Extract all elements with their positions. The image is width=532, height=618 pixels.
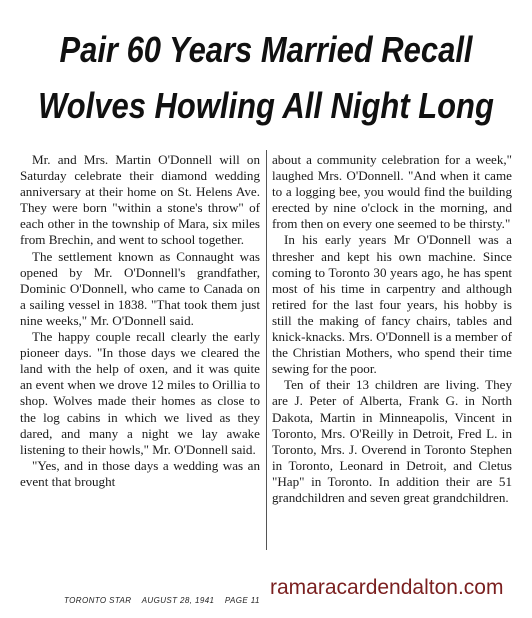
article-paragraph: Mr. and Mrs. Martin O'Donnell will on Saturday celebrate their diamond wedding anniversary at their home on St. Helens Ave. They were born "within a stone's throw" of each other in the township of Mara, six miles from Brechin, and went to school together.: [20, 152, 260, 248]
source-name: TORONTO STAR: [64, 596, 132, 605]
source-credit: [64, 596, 260, 605]
source-page: PAGE 11: [224, 596, 260, 605]
article-column-right: [272, 152, 512, 506]
article-column-left: [20, 152, 260, 490]
article-paragraph: The settlement known as Connaught was opened by Mr. O'Donnell's grandfather, Dominic O'Donnell, who came to Canada on a sailing vessel in 1838. "That took them just nine weeks," Mr. O'Donnell said.: [20, 248, 260, 328]
article-paragraph: Ten of their 13 children are living. They are J. Peter of Alberta, Frank G. in North Dakota, Martin in Minneapolis, Vincent in Toronto, Mrs. O'Reilly in Detroit, Fred L. in Toronto, Mrs. J. Overend in Toronto Stephen in Toronto, Leonard in Detroit, and Cletus "Hap" in Toronto. In addition their are 51 grandchildren and seven great grandchildren.: [272, 377, 512, 505]
website-watermark: ramaracardendalton.com: [270, 576, 504, 599]
article-paragraph: In his early years Mr O'Donnell was a thresher and kept his own machine. Since coming to Toronto 30 years ago, he has spent most of his time in carpentry and although retired for the last four years, his hobby is still the making of fancy chairs, tables and knick-knacks. Mrs. O'Donnell is a member of the Christian Mothers, who spend their time sewing for the poor.: [272, 232, 512, 377]
article-paragraph: The happy couple recall clearly the early pioneer days. "In those days we cleared the land with the help of oxen, and it was quite an event when we drove 12 miles to Orillia to shop. Wolves made their homes as close to the log cabins in which we lived as they dared, and many a night we lay awake listening to their howls," Mr. O'Donnell said.: [20, 329, 260, 457]
article-paragraph-continued: about a community celebration for a week," laughed Mrs. O'Donnell. "And when it came to a logging bee, you would find the building erected by nine o'clock in the morning, and from then on every one seemed to be thirsty.": [272, 152, 512, 232]
article-paragraph: "Yes, and in those days a wedding was an event that brought: [20, 457, 260, 489]
headline-line-2: Wolves Howling All Night Long: [38, 85, 494, 126]
source-date: AUGUST 28, 1941: [141, 596, 215, 605]
headline-line-1: Pair 60 Years Married Recall: [59, 29, 473, 70]
column-divider: [266, 150, 267, 550]
